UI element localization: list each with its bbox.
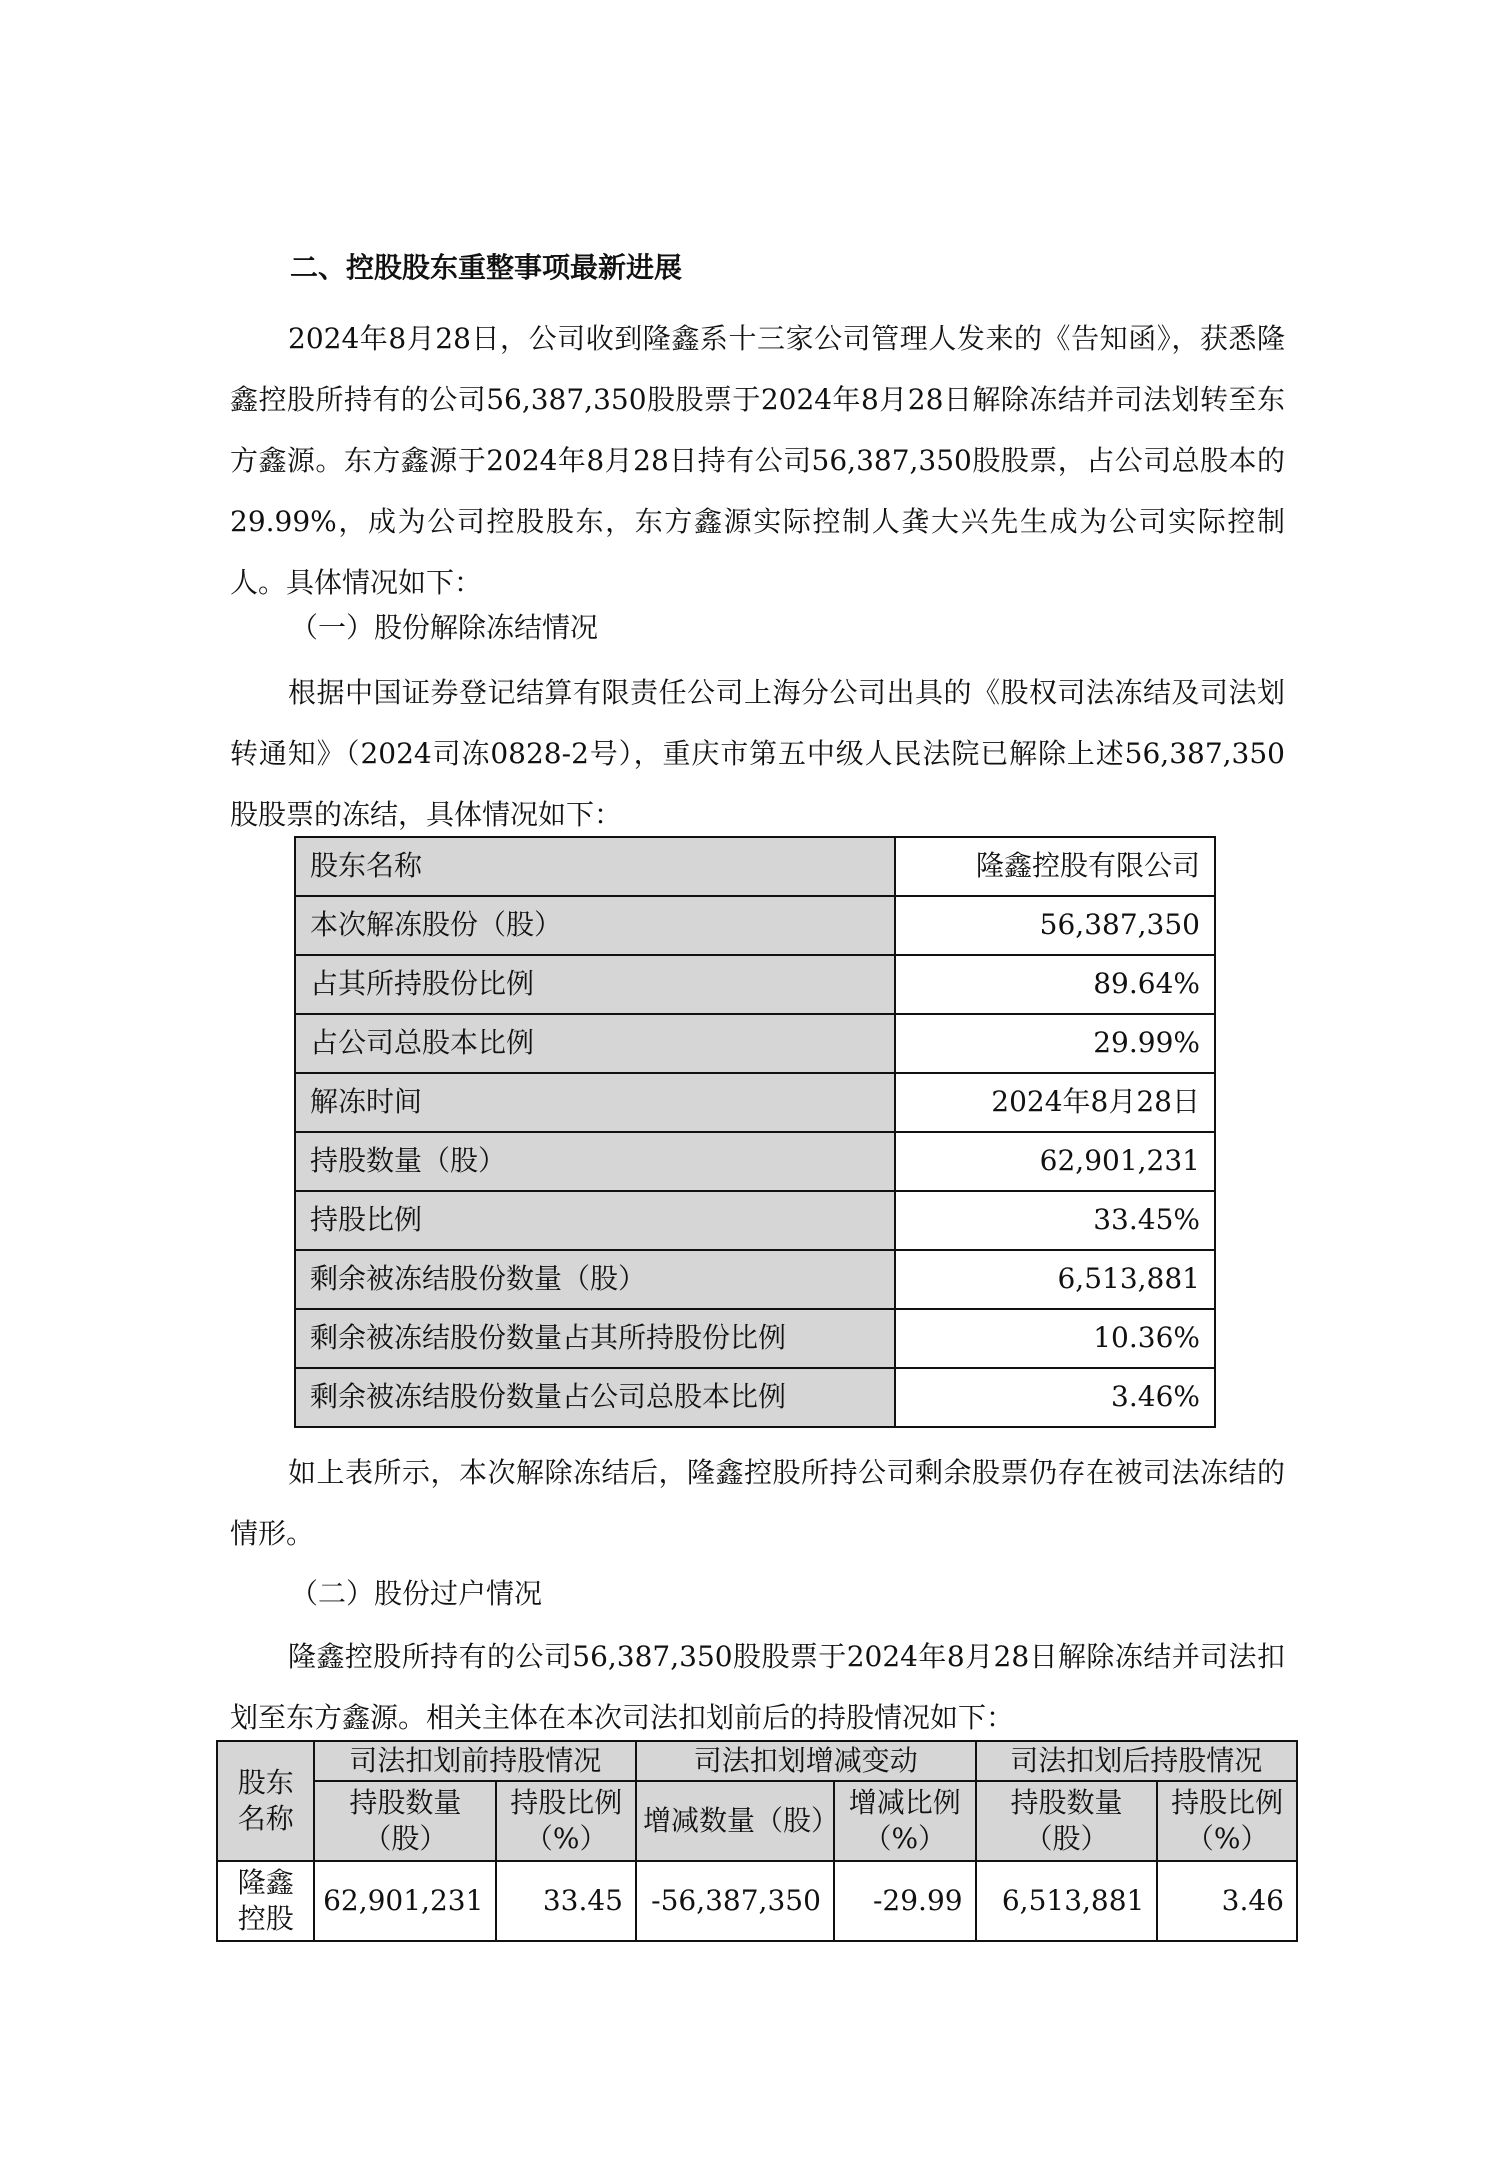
header-delta-qty: 增减数量（股） [636,1781,834,1861]
table-row [295,1309,1215,1368]
table-row [295,1073,1215,1132]
table-row [295,837,1215,896]
row-value: 56,387,350 [895,896,1215,955]
row-label: 剩余被冻结股份数量占其所持股份比例 [295,1309,895,1368]
row-label: 股东名称 [295,837,895,896]
paragraph-transfer: 隆鑫控股所持有的公司56,387,350股股票于2024年8月28日解除冻结并司法扣划至东方鑫源。相关主体在本次司法扣划前后的持股情况如下： [230,1640,1285,1734]
table-row [295,896,1215,955]
cell-delta-ratio: -29.99 [834,1861,976,1941]
row-label: 剩余被冻结股份数量（股） [295,1250,895,1309]
row-value: 隆鑫控股有限公司 [895,837,1215,896]
header-before-ratio: 持股比例（%） [496,1781,636,1861]
row-label: 占其所持股份比例 [295,955,895,1014]
row-value: 29.99% [895,1014,1215,1073]
row-value: 6,513,881 [895,1250,1215,1309]
row-label: 本次解冻股份（股） [295,896,895,955]
row-value: 62,901,231 [895,1132,1215,1191]
row-label: 占公司总股本比例 [295,1014,895,1073]
paragraph-notice: 2024年8月28日，公司收到隆鑫系十三家公司管理人发来的《告知函》，获悉隆鑫控股所持有的公司56,387,350股股票于2024年8月28日解除冻结并司法划转至东方鑫源。东方鑫源于2024年8月28日持有公司56,387,350股股票，占公司总股本的29.99%，成为公司控股股东，东方鑫源实际控制人龚大兴先生成为公司实际控制人。具体情况如下： [230,322,1285,599]
row-label: 持股数量（股） [295,1132,895,1191]
paragraph-remaining-frozen: 如上表所示，本次解除冻结后，隆鑫控股所持公司剩余股票仍存在被司法冻结的情形。 [230,1456,1285,1550]
transfer-table [216,1740,1298,1942]
table-row [295,1191,1215,1250]
unfreeze-table [294,836,1216,1428]
row-value: 10.36% [895,1309,1215,1368]
subheading-unfreeze: （一）股份解除冻结情况 [290,611,599,644]
header-after-ratio: 持股比例（%） [1157,1781,1297,1861]
table-row [295,1250,1215,1309]
table-row [295,1132,1215,1191]
header-shareholder-name: 股东名称 [217,1741,314,1861]
section-heading: 二、控股股东重整事项最新进展 [290,251,683,284]
table-row [295,1368,1215,1427]
header-before: 司法扣划前持股情况 [314,1741,636,1781]
cell-after-ratio: 3.46 [1157,1861,1297,1941]
cell-after-qty: 6,513,881 [976,1861,1158,1941]
row-label: 解冻时间 [295,1073,895,1132]
header-change: 司法扣划增减变动 [636,1741,976,1781]
header-before-qty: 持股数量（股） [314,1781,496,1861]
table-row [295,955,1215,1014]
paragraph-unfreeze-basis: 根据中国证券登记结算有限责任公司上海分公司出具的《股权司法冻结及司法划转通知》（2024司冻0828-2号），重庆市第五中级人民法院已解除上述56,387,350股股票的冻结，具体情况如下： [230,676,1285,831]
header-after: 司法扣划后持股情况 [976,1741,1297,1781]
cell-before-qty: 62,901,231 [314,1861,496,1941]
table-row [295,1014,1215,1073]
row-value: 33.45% [895,1191,1215,1250]
row-value: 3.46% [895,1368,1215,1427]
row-label: 剩余被冻结股份数量占公司总股本比例 [295,1368,895,1427]
cell-before-ratio: 33.45 [496,1861,636,1941]
row-label: 持股比例 [295,1191,895,1250]
row-value: 89.64% [895,955,1215,1014]
cell-shareholder-name: 隆鑫控股 [217,1861,314,1941]
header-after-qty: 持股数量（股） [976,1781,1158,1861]
subheading-transfer: （二）股份过户情况 [290,1577,543,1610]
cell-delta-qty: -56,387,350 [636,1861,834,1941]
row-value: 2024年8月28日 [895,1073,1215,1132]
header-delta-ratio: 增减比例（%） [834,1781,976,1861]
